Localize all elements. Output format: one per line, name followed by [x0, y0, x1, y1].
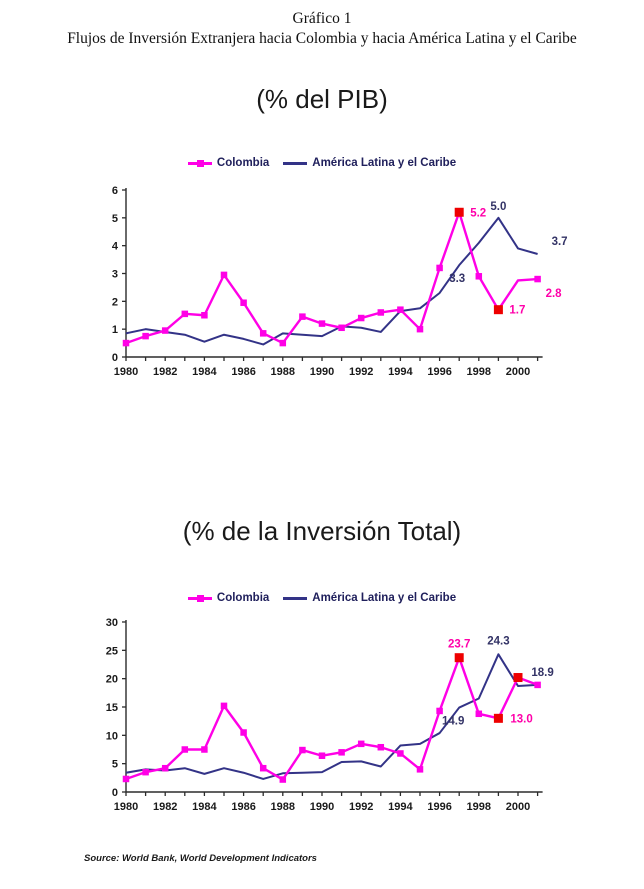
- data-label: 23.7: [448, 638, 471, 651]
- x-tick-label: 1980: [113, 801, 139, 813]
- data-point-marker: [417, 766, 424, 773]
- x-tick-label: 1984: [192, 801, 217, 813]
- figure-number-title: Gráfico 1: [292, 10, 352, 27]
- x-tick-label: 2000: [505, 366, 531, 378]
- colombia-line-swatch-icon: [188, 162, 212, 165]
- x-tick-label: 1988: [270, 801, 296, 813]
- data-point-marker: [123, 340, 130, 347]
- data-label: 5.2: [470, 207, 487, 220]
- y-tick-label: 0: [111, 787, 118, 799]
- y-tick-label: 3: [111, 268, 118, 281]
- chart1-legend: [0, 157, 644, 169]
- y-tick-label: 5: [111, 212, 118, 225]
- data-label: 18.9: [531, 666, 554, 679]
- latam-line-swatch-icon: [283, 162, 307, 165]
- data-point-marker: [378, 744, 385, 751]
- data-point-marker: [534, 682, 541, 689]
- x-tick-label: 1994: [388, 801, 413, 813]
- x-tick-label: 2000: [505, 801, 531, 813]
- data-point-marker: [397, 750, 404, 757]
- data-point-marker: [417, 326, 424, 333]
- y-tick-label: 2: [111, 296, 118, 309]
- y-tick-label: 10: [105, 730, 118, 743]
- data-point-marker: [260, 330, 267, 337]
- y-tick-label: 0: [111, 352, 118, 364]
- highlight-point-marker: [455, 208, 464, 217]
- x-tick-label: 1990: [309, 366, 335, 378]
- data-point-marker: [358, 315, 365, 322]
- chart2-title: (% de la Inversión Total): [182, 516, 462, 546]
- data-point-marker: [221, 272, 228, 279]
- colombia-line: [126, 658, 538, 780]
- data-point-marker: [319, 320, 326, 327]
- x-tick-label: 1992: [348, 801, 374, 813]
- x-tick-label: 1994: [388, 366, 413, 378]
- y-tick-label: 15: [105, 701, 118, 714]
- chart2-legend: [0, 592, 644, 604]
- data-label: 3.7: [551, 236, 568, 249]
- data-point-marker: [436, 708, 443, 715]
- y-tick-label: 6: [111, 185, 118, 198]
- data-point-marker: [240, 299, 247, 306]
- data-point-marker: [534, 276, 541, 283]
- data-label: 3.3: [449, 273, 466, 286]
- latam-legend-label: América Latina y el Caribe: [312, 592, 457, 604]
- data-point-marker: [240, 729, 247, 736]
- data-label: 1.7: [509, 304, 526, 317]
- figure-main-title: Flujos de Inversión Extranjera hacia Colombia y hacia América Latina y el Caribe: [67, 30, 577, 47]
- data-point-marker: [338, 325, 345, 332]
- inversion-total-chart-canvas: [50, 615, 610, 825]
- data-point-marker: [378, 309, 385, 316]
- colombia-legend-label: Colombia: [216, 592, 270, 604]
- data-point-marker: [299, 313, 306, 320]
- data-label: 24.3: [487, 635, 510, 648]
- data-point-marker: [436, 265, 443, 272]
- highlight-point-marker: [514, 673, 523, 682]
- highlight-point-marker: [494, 305, 503, 314]
- colombia-legend-label: Colombia: [216, 157, 270, 169]
- x-tick-label: 1982: [152, 801, 178, 813]
- latam-legend-label: América Latina y el Caribe: [312, 157, 457, 169]
- chart1-title: (% del PIB): [256, 84, 388, 114]
- data-point-marker: [260, 765, 267, 772]
- data-point-marker: [280, 340, 287, 347]
- latam-line-swatch-icon: [283, 597, 307, 600]
- data-point-marker: [162, 765, 169, 772]
- data-label: 13.0: [510, 713, 533, 726]
- x-tick-label: 1986: [231, 366, 256, 378]
- y-tick-label: 25: [105, 645, 118, 658]
- colombia-line-swatch-icon: [188, 597, 212, 600]
- x-tick-label: 1980: [113, 366, 139, 378]
- colombia-marker-icon: [197, 160, 204, 167]
- data-point-marker: [476, 711, 483, 718]
- data-point-marker: [201, 312, 208, 319]
- x-tick-label: 1982: [152, 366, 178, 378]
- highlight-point-marker: [494, 714, 503, 723]
- data-point-marker: [319, 752, 326, 759]
- data-point-marker: [182, 311, 189, 318]
- x-tick-label: 1986: [231, 801, 256, 813]
- data-point-marker: [280, 776, 287, 783]
- data-point-marker: [397, 306, 404, 313]
- x-tick-label: 1996: [427, 366, 452, 378]
- colombia-marker-icon: [197, 595, 204, 602]
- data-point-marker: [338, 749, 345, 756]
- data-point-marker: [221, 703, 228, 710]
- data-label: 2.8: [545, 288, 562, 301]
- x-tick-label: 1996: [427, 801, 452, 813]
- y-tick-label: 5: [111, 758, 118, 771]
- data-point-marker: [162, 327, 169, 334]
- y-tick-label: 30: [105, 616, 118, 629]
- pib-chart-canvas: [50, 183, 610, 388]
- data-point-marker: [476, 273, 483, 280]
- source-note: Source: World Bank, World Development Indicators: [84, 853, 317, 864]
- data-point-marker: [299, 747, 306, 754]
- data-label: 14.9: [442, 715, 465, 728]
- y-tick-label: 4: [111, 240, 118, 253]
- y-tick-label: 20: [105, 673, 118, 686]
- x-tick-label: 1992: [348, 366, 374, 378]
- data-label: 5.0: [490, 200, 507, 213]
- x-tick-label: 1998: [466, 366, 492, 378]
- y-tick-label: 1: [111, 324, 118, 337]
- x-tick-label: 1988: [270, 366, 296, 378]
- data-point-marker: [358, 741, 365, 748]
- data-point-marker: [201, 746, 208, 753]
- data-point-marker: [182, 746, 189, 753]
- highlight-point-marker: [455, 653, 464, 662]
- x-tick-label: 1990: [309, 801, 335, 813]
- x-tick-label: 1998: [466, 801, 492, 813]
- data-point-marker: [123, 776, 130, 783]
- data-point-marker: [142, 769, 149, 776]
- data-point-marker: [142, 333, 149, 340]
- x-tick-label: 1984: [192, 366, 217, 378]
